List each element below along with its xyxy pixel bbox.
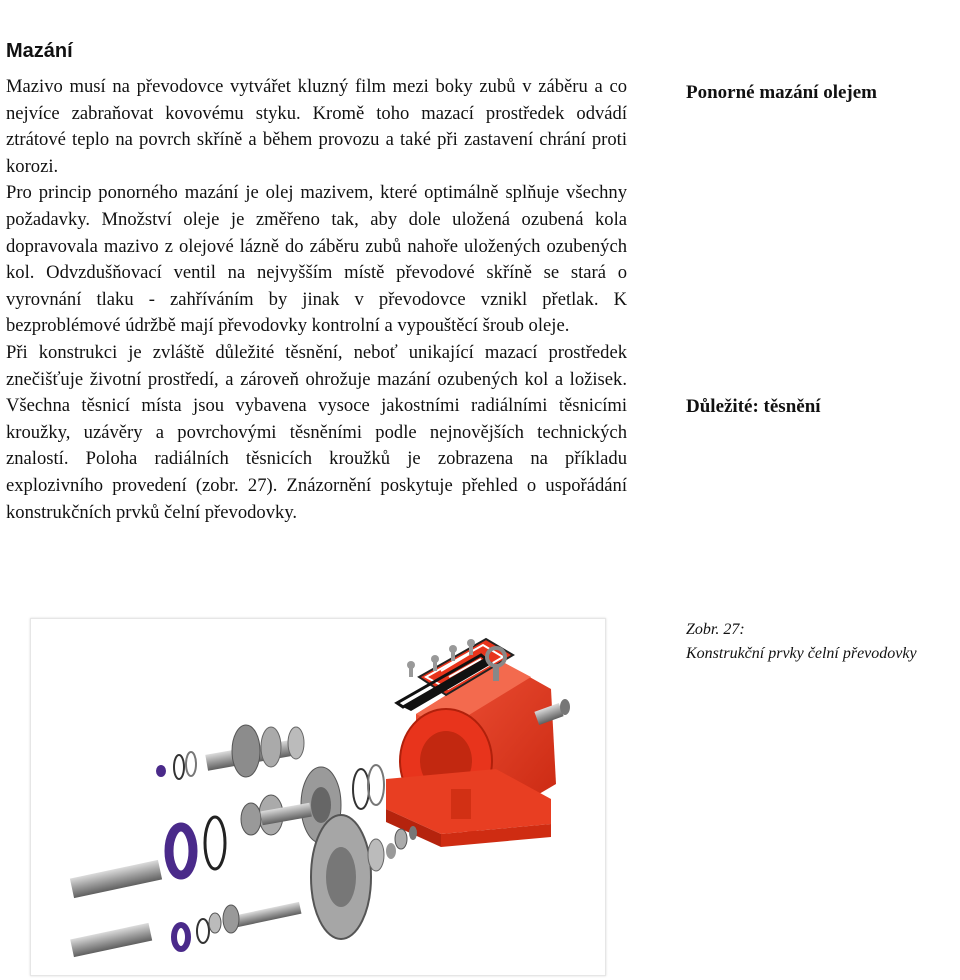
gearbox-exploded-illustration (31, 619, 605, 975)
figure-caption (686, 618, 917, 666)
upper-shaft-assembly (156, 725, 304, 779)
paragraph-2: Pro princip ponorného mazání je olej mazivem, které optimálně splňuje všechny požadavky. Množství oleje je změřeno tak, aby dole uložená ozubená kola dopravovala mazivo z olejové lázně do záběru zubů nahoře uložených ozubených kol. Odvzdušňovací ventil na nejvyšším místě převodové skříně se stará o vyrovnání tlaku - zahříváním by jinak v převodovce vznikl přetlak. K bezproblémové údržbě mají převodovky kontrolní a vypouštěcí šroub oleje. (6, 182, 627, 337)
paragraph-1: Mazivo musí na převodovce vytvářet kluzný film mezi boky zubů v záběru a co nejvíce zabraňovat kovovému styku. Kromě toho mazací prostředek odvádí ztrátové teplo na povrch skříně a během provozu a také při zastavení chrání proti korozi. (6, 76, 627, 177)
middle-gear-set (241, 765, 384, 843)
large-spur-gear (311, 815, 396, 939)
gearbox-exploded-view-figure (30, 618, 606, 976)
body-text (6, 74, 627, 526)
margin-note-oil-lubrication: Ponorné mazání olejem (686, 82, 878, 103)
caption-number: Zobr. 27: (686, 621, 745, 638)
caption-title: Konstrukční prvky čelní převodovky (686, 645, 917, 662)
paragraph-3: Při konstrukci je zvláště důležité těsnění, neboť unikající mazací prostředek znečišťuje životní prostředí, a zároveň ohrožuje mazání ozubených kol a ložisek. Všechna těsnicí místa jsou vybavena vysoce jakostními radiálními těsnicími kroužky, uzávěry a povrchovými těsněními podle nejnovějších technických znalostí. Poloha radiálních těsnicích kroužků je zobrazena na příkladu explozivního provedení (zobr. 27). Znázornění poskytuje přehled o uspořádání konstrukčních prvků čelní převodovky. (6, 341, 627, 523)
section-heading: Mazání (6, 40, 73, 62)
output-shaft (70, 860, 162, 957)
margin-note-sealing: Důležité: těsnění (686, 396, 821, 417)
